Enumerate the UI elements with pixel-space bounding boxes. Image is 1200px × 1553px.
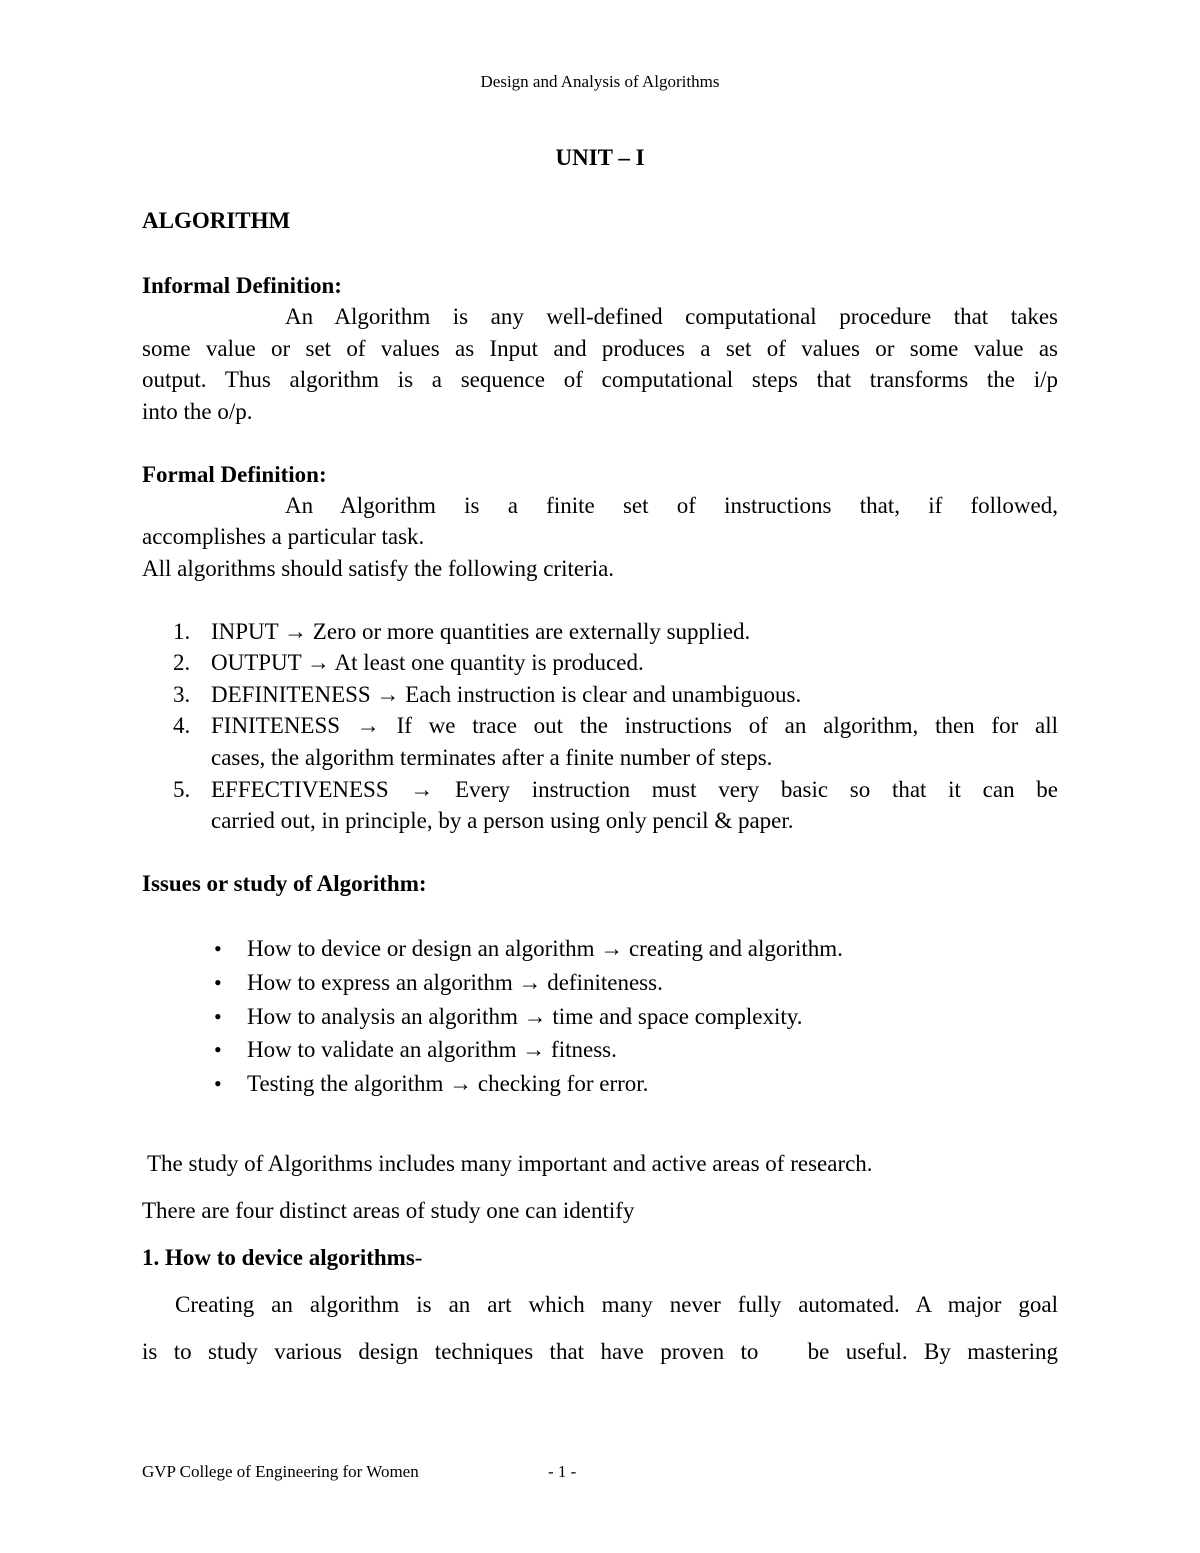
issue-item-4: How to validate an algorithm → fitness.	[247, 1037, 617, 1062]
running-header: Design and Analysis of Algorithms	[480, 72, 720, 91]
criteria-number-4: 4.	[173, 713, 191, 738]
criteria-item-input: INPUT → Zero or more quantities are externally supplied.	[211, 619, 751, 644]
informal-line-3: output. Thus algorithm is a sequence of computational steps that transforms the i/p	[142, 367, 1058, 392]
issue-item-5: Testing the algorithm → checking for error.	[247, 1071, 649, 1096]
criteria-number-5: 5.	[173, 777, 191, 802]
formal-heading: Formal Definition:	[142, 462, 327, 487]
criteria-number-1: 1.	[173, 619, 191, 644]
study-line-2: There are four distinct areas of study one can identify	[142, 1198, 635, 1223]
device-heading-dash: -	[414, 1245, 423, 1270]
formal-line-1: An Algorithm is a finite set of instructions that, if followed,	[285, 493, 1058, 518]
study-line-1: The study of Algorithms includes many important and active areas of research.	[147, 1151, 873, 1176]
informal-heading: Informal Definition:	[142, 273, 342, 298]
criteria-number-3: 3.	[173, 682, 191, 707]
bullet-icon: •	[214, 1004, 222, 1029]
informal-line-1: An Algorithm is any well-defined computational procedure that takes	[285, 304, 1058, 329]
unit-title: UNIT – I	[555, 145, 645, 170]
criteria-item-finiteness: FINITENESS → If we trace out the instructions of an algorithm, then for all	[211, 713, 1058, 738]
criteria-number-2: 2.	[173, 650, 191, 675]
section-title: ALGORITHM	[142, 208, 291, 233]
criteria-item-finiteness-cont: cases, the algorithm terminates after a finite number of steps.	[211, 745, 773, 770]
bullet-icon: •	[214, 1071, 222, 1096]
bullet-icon: •	[214, 936, 222, 961]
bullet-icon: •	[214, 1037, 222, 1062]
device-heading	[142, 1245, 422, 1271]
footer-page-number: - 1 -	[548, 1462, 577, 1481]
formal-line-3: All algorithms should satisfy the following criteria.	[142, 556, 615, 581]
footer-college: GVP College of Engineering for Women	[142, 1462, 419, 1481]
criteria-item-effectiveness: EFFECTIVENESS → Every instruction must very basic so that it can be	[211, 777, 1058, 802]
criteria-item-output: OUTPUT → At least one quantity is produced.	[211, 650, 644, 675]
issue-item-2: How to express an algorithm → definiteness.	[247, 970, 663, 995]
bullet-icon: •	[214, 970, 222, 995]
criteria-item-effectiveness-cont: carried out, in principle, by a person using only pencil & paper.	[211, 808, 794, 833]
informal-line-4: into the o/p.	[142, 399, 253, 424]
formal-line-2: accomplishes a particular task.	[142, 524, 425, 549]
device-line-1: Creating an algorithm is an art which many never fully automated. A major goal	[175, 1292, 1058, 1317]
criteria-item-definiteness: DEFINITENESS → Each instruction is clear and unambiguous.	[211, 682, 802, 707]
issues-heading: Issues or study of Algorithm:	[142, 871, 427, 896]
issue-item-3: How to analysis an algorithm → time and space complexity.	[247, 1004, 803, 1029]
issue-item-1: How to device or design an algorithm → creating and algorithm.	[247, 936, 843, 961]
device-line-2: is to study various design techniques that have proven to be useful. By mastering	[142, 1339, 1058, 1364]
device-heading-text: 1. How to device algorithms	[142, 1245, 415, 1270]
informal-line-2: some value or set of values as Input and produces a set of values or some value as	[142, 336, 1058, 361]
